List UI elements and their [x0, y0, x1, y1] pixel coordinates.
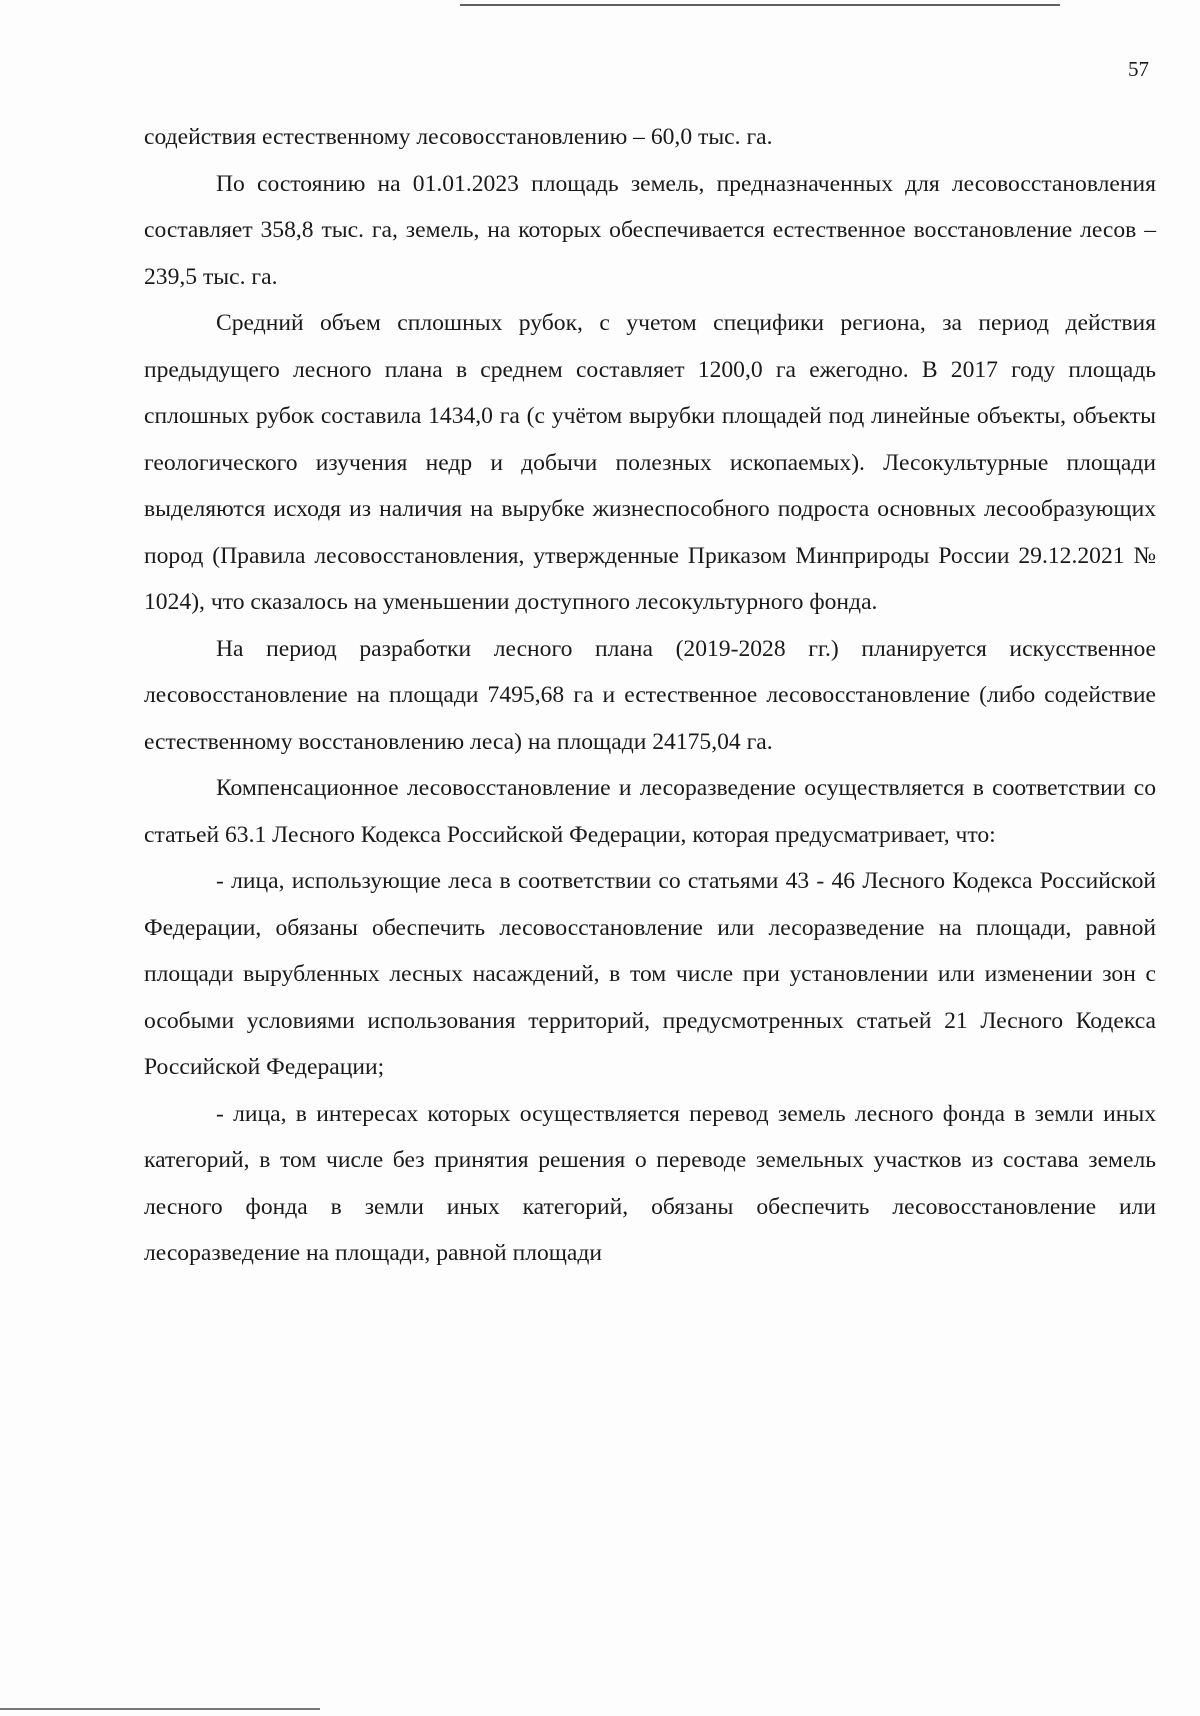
page-number: 57	[1128, 57, 1149, 81]
paragraph-clear-cutting: Средний объем сплошных рубок, с учетом специфики региона, за период действия предыдущего лесного плана в среднем составляет 1200,0 га ежегодно. В 2017 году площадь сплошных рубок составила 1434,0 га (с учётом вырубки площадей под линейные объекты, объекты геологического изучения недр и добычи полезных ископаемых). Лесокультурные площади выделяются исходя из наличия на вырубке жизнеспособного подроста основных лесообразующих пород (Правила лесовосстановления, утвержденные Приказом Минприроды России 29.12.2021 № 1024), что сказалось на уменьшении доступного лесокультурного фонда.	[144, 310, 1156, 615]
scan-edge-line-bottom	[0, 1708, 320, 1710]
paragraph-continuation: содействия естественному лесовосстановлению – 60,0 тыс. га.	[144, 124, 773, 150]
paragraph-compensation: Компенсационное лесовосстановление и лесоразведение осуществляется в соответствии со статьей 63.1 Лесного Кодекса Российской Федерации, которая предусматривает, что:	[144, 775, 1156, 848]
scan-edge-line-top	[460, 4, 1060, 6]
list-item-land-transfer: - лица, в интересах которых осуществляется перевод земель лесного фонда в земли иных категорий, в том числе без принятия решения о переводе земельных участков из состава земель лесного фонда в земли иных категорий, обязаны обеспечить лесовосстановление или лесоразведение на площади, равной площади	[144, 1100, 1156, 1266]
paragraph-land-status: По состоянию на 01.01.2023 площадь земель, предназначенных для лесовосстановления составляет 358,8 тыс. га, земель, на которых обеспечивается естественное восстановление лесов – 239,5 тыс. га.	[144, 170, 1156, 290]
list-item-forest-users: - лица, использующие леса в соответствии со статьями 43 - 46 Лесного Кодекса Российской Федерации, обязаны обеспечить лесовосстановление или лесоразведение на площади, равной площади вырубленных лесных насаждений, в том числе при установлении или изменении зон с особыми условиями использования территорий, предусмотренных статьей 21 Лесного Кодекса Российской Федерации;	[144, 868, 1156, 1080]
paragraph-plan-period: На период разработки лесного плана (2019-2028 гг.) планируется искусственное лесовосстановление на площади 7495,68 га и естественное лесовосстановление (либо содействие естественному восстановлению леса) на площади 24175,04 га.	[144, 635, 1156, 755]
body-text	[144, 114, 1156, 1277]
